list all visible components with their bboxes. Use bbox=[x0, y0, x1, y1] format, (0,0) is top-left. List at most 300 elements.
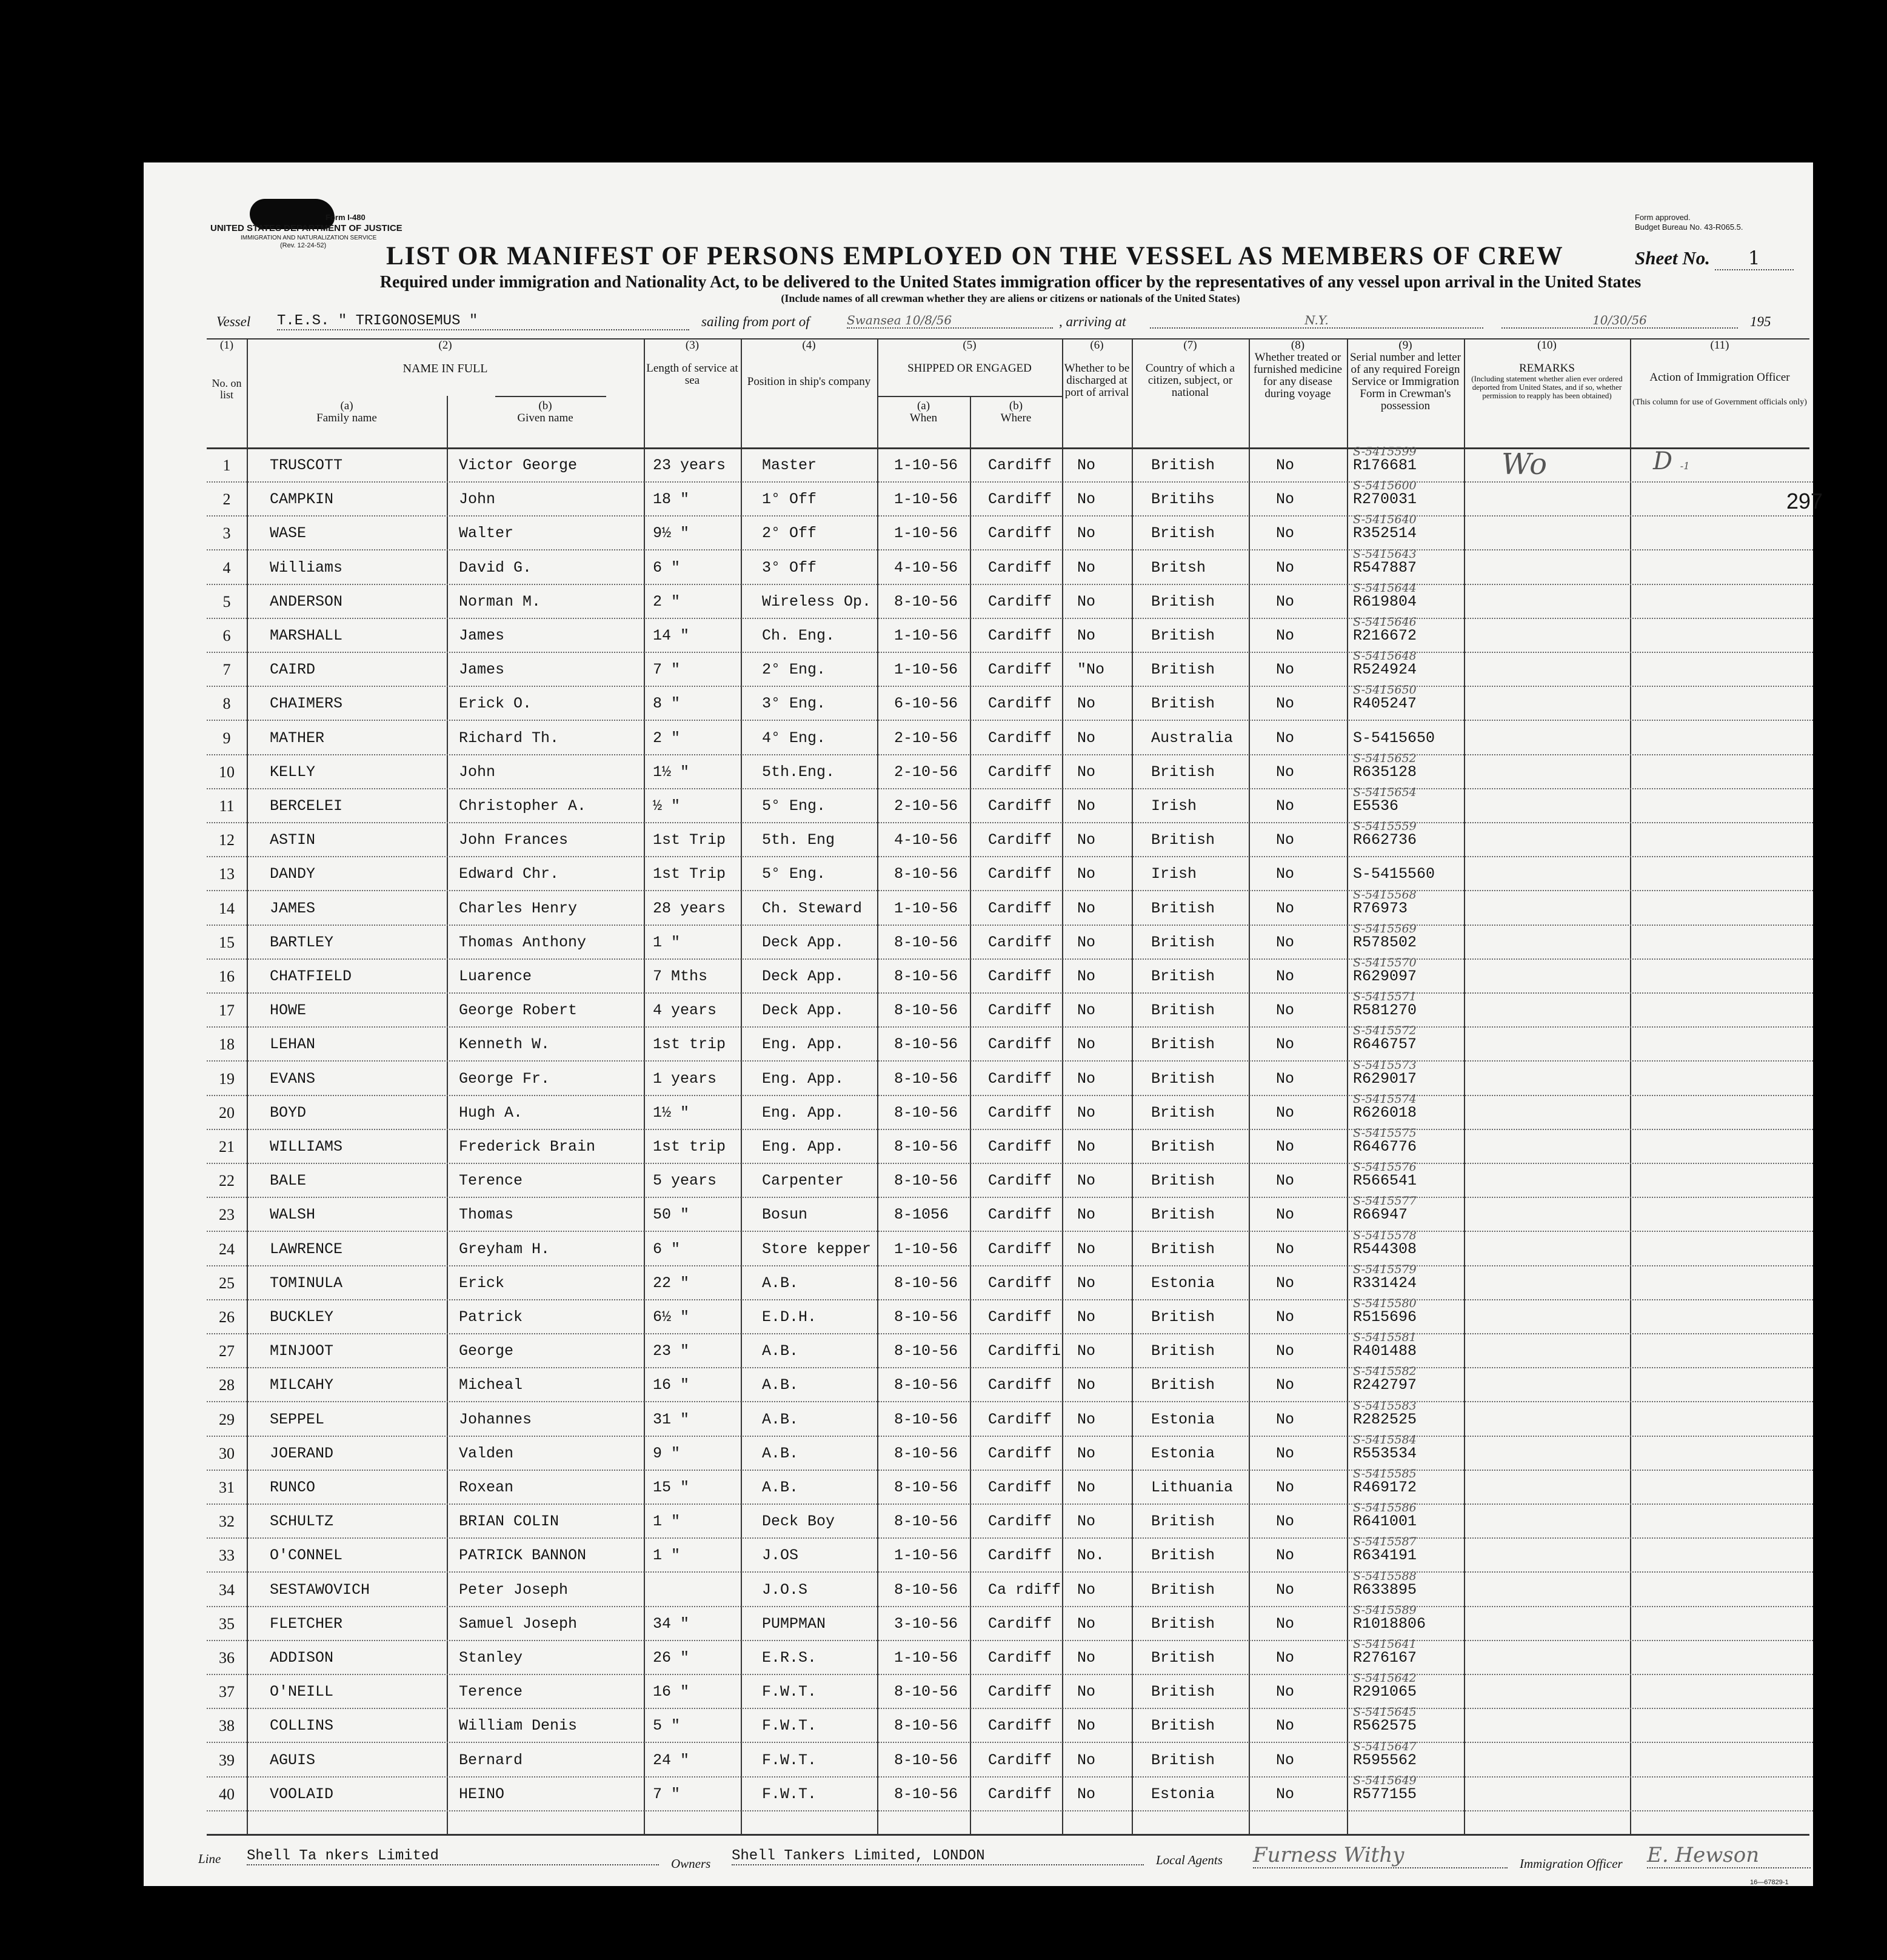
vessel-label: Vessel bbox=[216, 314, 251, 329]
colnum-2: (2) bbox=[438, 339, 452, 352]
serial-handwritten: S-5415599 bbox=[1353, 445, 1417, 458]
discharged: No bbox=[1077, 865, 1096, 883]
position: E.D.H. bbox=[762, 1308, 817, 1326]
shipped-when: 1-10-56 bbox=[894, 661, 958, 679]
length-of-service: 28 years bbox=[653, 899, 726, 917]
family-name: MINJOOT bbox=[270, 1342, 334, 1360]
colnum-3: (3) bbox=[685, 339, 700, 352]
crew-row bbox=[144, 649, 1813, 687]
page-title: LIST OR MANIFEST OF PERSONS EMPLOYED ON THE VESSEL AS MEMBERS OF CREW bbox=[386, 242, 1564, 270]
given-name: Greyham H. bbox=[459, 1240, 550, 1258]
family-name: ADDISON bbox=[270, 1649, 334, 1667]
crew-row bbox=[144, 1365, 1813, 1402]
length-of-service: 1 " bbox=[653, 933, 681, 951]
row-number: 21 bbox=[219, 1138, 235, 1156]
discharged: No bbox=[1077, 729, 1096, 747]
year-label: 195 bbox=[1750, 314, 1771, 329]
shipped-where: Cardiff bbox=[988, 797, 1052, 815]
shipped-where: Cardiff bbox=[988, 490, 1052, 509]
shipped-where: Cardiff bbox=[988, 1479, 1052, 1496]
serial-number: E5536 bbox=[1353, 797, 1399, 815]
row-number: 34 bbox=[219, 1580, 235, 1599]
crew-row bbox=[144, 1637, 1813, 1675]
length-of-service: 34 " bbox=[653, 1614, 690, 1633]
length-of-service: 1½ " bbox=[653, 763, 690, 781]
given-name: Richard Th. bbox=[459, 729, 559, 747]
serial-handwritten: S-5415640 bbox=[1353, 513, 1417, 527]
position: Deck App. bbox=[762, 968, 844, 985]
position: F.W.T. bbox=[762, 1683, 817, 1701]
given-name: Stanley bbox=[459, 1649, 523, 1667]
shipped-when: 8-10-56 bbox=[894, 1479, 958, 1496]
position: J.O.S bbox=[762, 1580, 808, 1599]
given-name: David G. bbox=[459, 558, 532, 577]
row-number: 8 bbox=[222, 695, 231, 713]
given-name: Valden bbox=[459, 1444, 514, 1462]
shipped-where: Cardiff bbox=[988, 1547, 1052, 1565]
position: Deck App. bbox=[762, 933, 844, 951]
given-name: Erick bbox=[459, 1274, 505, 1292]
col-list-number: No. on list bbox=[212, 377, 242, 401]
position: 3° Eng. bbox=[762, 695, 826, 713]
family-name: JOERAND bbox=[270, 1444, 334, 1462]
crew-row bbox=[144, 1194, 1813, 1232]
position: Master bbox=[762, 457, 817, 474]
country: British bbox=[1151, 695, 1215, 713]
treated: No bbox=[1276, 1035, 1295, 1054]
given-name: Edward Chr. bbox=[459, 865, 559, 883]
family-name: RUNCO bbox=[270, 1479, 316, 1496]
serial-handwritten: S-5415583 bbox=[1353, 1399, 1417, 1413]
position: A.B. bbox=[762, 1376, 799, 1394]
crew-row bbox=[144, 683, 1813, 721]
serial-number: R1018806 bbox=[1353, 1614, 1426, 1633]
serial-handwritten: S-5415584 bbox=[1353, 1433, 1417, 1447]
length-of-service: 14 " bbox=[653, 627, 690, 644]
treated: No bbox=[1276, 661, 1295, 679]
given-name: Walter bbox=[459, 524, 514, 543]
discharged: No bbox=[1077, 1444, 1096, 1462]
family-name: VOOLAID bbox=[270, 1785, 334, 1803]
discharged: No bbox=[1077, 524, 1096, 543]
country: British bbox=[1151, 1751, 1215, 1769]
discharged: No bbox=[1077, 592, 1096, 610]
given-name: Bernard bbox=[459, 1751, 523, 1769]
department-name: UNITED STATES DEPARTMENT OF JUSTICE bbox=[210, 223, 402, 233]
treated: No bbox=[1276, 1649, 1295, 1667]
footer bbox=[198, 1843, 1811, 1878]
discharged: No bbox=[1077, 1751, 1096, 1769]
shipped-when: 1-10-56 bbox=[894, 524, 958, 543]
serial-handwritten: S-5415588 bbox=[1353, 1569, 1417, 1583]
family-name: BERCELEI bbox=[270, 797, 343, 815]
length-of-service: 1st Trip bbox=[653, 831, 726, 849]
discharged: "No bbox=[1077, 661, 1105, 679]
family-name: CAIRD bbox=[270, 661, 316, 679]
shipped-when: 1-10-56 bbox=[894, 899, 958, 917]
colnum-7: (7) bbox=[1183, 339, 1197, 352]
row-number: 9 bbox=[222, 729, 231, 747]
position: Carpenter bbox=[762, 1172, 844, 1190]
crew-row bbox=[144, 1569, 1813, 1607]
family-name: BOYD bbox=[270, 1103, 307, 1122]
position: Deck Boy bbox=[762, 1513, 835, 1531]
serial-number: R581270 bbox=[1353, 1002, 1417, 1020]
position: F.W.T. bbox=[762, 1785, 817, 1803]
country: Estonia bbox=[1151, 1444, 1215, 1462]
row-number: 36 bbox=[219, 1649, 235, 1667]
given-name: Johannes bbox=[459, 1410, 532, 1428]
given-name: HEINO bbox=[459, 1785, 505, 1803]
colnum-10: (10) bbox=[1537, 339, 1557, 352]
serial-number: R76973 bbox=[1353, 899, 1408, 917]
col-country: Country of which a citizen, subject, or national bbox=[1145, 362, 1235, 399]
discharged: No bbox=[1077, 933, 1096, 951]
family-name: WASE bbox=[270, 524, 307, 543]
length-of-service: 7 " bbox=[653, 1785, 681, 1803]
shipped-when: 8-10-56 bbox=[894, 1172, 958, 1190]
serial-number: S-5415650 bbox=[1353, 729, 1435, 747]
family-name: WILLIAMS bbox=[270, 1138, 343, 1156]
crew-row bbox=[144, 1058, 1813, 1096]
shipped-where: Cardiff bbox=[988, 1138, 1052, 1156]
given-name: Roxean bbox=[459, 1479, 514, 1496]
crew-row bbox=[144, 857, 1813, 891]
treated: No bbox=[1276, 831, 1295, 849]
shipped-when: 8-10-56 bbox=[894, 1513, 958, 1531]
serial-number: R646776 bbox=[1353, 1138, 1417, 1156]
crew-row bbox=[144, 479, 1813, 517]
row-number: 18 bbox=[219, 1035, 235, 1054]
family-name: COLLINS bbox=[270, 1717, 334, 1735]
colnum-4: (4) bbox=[802, 339, 816, 352]
serial-handwritten: S-5415644 bbox=[1353, 581, 1417, 595]
serial-handwritten: S-5415587 bbox=[1353, 1535, 1417, 1549]
given-name: George Fr. bbox=[459, 1069, 550, 1088]
serial-handwritten: S-5415574 bbox=[1353, 1092, 1417, 1106]
serial-handwritten: S-5415654 bbox=[1353, 786, 1417, 799]
treated: No bbox=[1276, 1547, 1295, 1565]
treated: No bbox=[1276, 558, 1295, 577]
remarks-mark: Wo bbox=[1501, 447, 1547, 481]
treated: No bbox=[1276, 1614, 1295, 1633]
crew-row bbox=[144, 1535, 1813, 1573]
family-name: LEHAN bbox=[270, 1035, 316, 1054]
crew-row bbox=[144, 1024, 1813, 1062]
row-number: 20 bbox=[219, 1103, 235, 1122]
row-number: 26 bbox=[219, 1308, 235, 1326]
shipped-where: Cardiff bbox=[988, 1376, 1052, 1394]
serial-handwritten: S-5415570 bbox=[1353, 956, 1417, 969]
length-of-service: 6 " bbox=[653, 1240, 681, 1258]
position: 5th.Eng. bbox=[762, 763, 835, 781]
col-given-name-label: Given name bbox=[517, 412, 573, 424]
family-name: O'NEILL bbox=[270, 1683, 334, 1701]
shipped-when: 4-10-56 bbox=[894, 558, 958, 577]
discharged: No bbox=[1077, 1138, 1096, 1156]
officer-mark bbox=[1653, 447, 1689, 475]
serial-number: R401488 bbox=[1353, 1342, 1417, 1360]
treated: No bbox=[1276, 490, 1295, 509]
country: British bbox=[1151, 1580, 1215, 1599]
serial-number: R633895 bbox=[1353, 1580, 1417, 1599]
treated: No bbox=[1276, 1580, 1295, 1599]
country: British bbox=[1151, 1308, 1215, 1326]
treated: No bbox=[1276, 1138, 1295, 1156]
family-name: SCHULTZ bbox=[270, 1513, 334, 1531]
sheet-number bbox=[1635, 247, 1794, 270]
serial-handwritten: S-5415647 bbox=[1353, 1739, 1417, 1753]
serial-number: R524924 bbox=[1353, 661, 1417, 679]
serial-handwritten: S-5415641 bbox=[1353, 1637, 1417, 1651]
treated: No bbox=[1276, 763, 1295, 781]
country: Estonia bbox=[1151, 1785, 1215, 1803]
discharged: No bbox=[1077, 1683, 1096, 1701]
col-name-in-full: NAME IN FULL bbox=[402, 362, 488, 375]
discharged: No bbox=[1077, 1069, 1096, 1088]
row-number: 13 bbox=[219, 865, 235, 883]
shipped-when: 1-10-56 bbox=[894, 490, 958, 509]
country: British bbox=[1151, 1172, 1215, 1190]
crew-row bbox=[144, 721, 1813, 755]
shipped-where: Cardiff bbox=[988, 1614, 1052, 1633]
serial-handwritten: S-5415573 bbox=[1353, 1058, 1417, 1072]
col-shipped-where bbox=[970, 400, 1062, 424]
col-action: Action of Immigration Officer bbox=[1649, 371, 1790, 384]
shipped-where: Cardiff bbox=[988, 1069, 1052, 1088]
shipped-where: Cardiff bbox=[988, 1649, 1052, 1667]
discharged: No bbox=[1077, 1785, 1096, 1803]
row-number: 2 bbox=[222, 490, 231, 509]
given-name: Micheal bbox=[459, 1376, 523, 1394]
shipped-where: Cardiff bbox=[988, 695, 1052, 713]
discharged: No bbox=[1077, 1614, 1096, 1633]
position: 3° Off bbox=[762, 558, 817, 577]
crew-row bbox=[144, 1671, 1813, 1709]
position: A.B. bbox=[762, 1274, 799, 1292]
shipped-when: 8-1056 bbox=[894, 1206, 949, 1224]
shipped-where: Cardiff bbox=[988, 1717, 1052, 1735]
col-shipped-when bbox=[877, 400, 970, 424]
length-of-service: 1st Trip bbox=[653, 865, 726, 883]
shipped-where: Cardiff bbox=[988, 1240, 1052, 1258]
serial-handwritten: S-5415582 bbox=[1353, 1365, 1417, 1379]
arriving-label: , arriving at bbox=[1059, 314, 1126, 329]
row-separator bbox=[207, 1810, 1813, 1811]
row-number: 22 bbox=[219, 1172, 235, 1190]
col-discharged: Whether to be discharged at port of arrival bbox=[1064, 362, 1130, 399]
shipped-where: Cardiff bbox=[988, 1206, 1052, 1224]
country: British bbox=[1151, 831, 1215, 849]
col-when-label: When bbox=[909, 412, 938, 424]
serial-number: R66947 bbox=[1353, 1206, 1408, 1224]
position: Store kepper bbox=[762, 1240, 872, 1258]
discharged: No bbox=[1077, 797, 1096, 815]
discharged: No bbox=[1077, 1376, 1096, 1394]
col-where-label: Where bbox=[1000, 412, 1032, 424]
shipped-when: 8-10-56 bbox=[894, 1410, 958, 1428]
colnum-1: (1) bbox=[219, 339, 234, 352]
serial-number: R634191 bbox=[1353, 1547, 1417, 1565]
serial-handwritten: S-5415652 bbox=[1353, 751, 1417, 765]
position: Ch. Steward bbox=[762, 899, 863, 917]
local-agents-label: Local Agents bbox=[1156, 1853, 1223, 1867]
country: British bbox=[1151, 457, 1215, 474]
table-bottom-rule bbox=[207, 1834, 1809, 1836]
shipped-where: Cardiff bbox=[988, 524, 1052, 543]
length-of-service: 23 years bbox=[653, 457, 726, 474]
given-name: Terence bbox=[459, 1172, 523, 1190]
crew-row bbox=[144, 1433, 1813, 1471]
line-value: Shell Ta nkers Limited bbox=[247, 1848, 659, 1865]
length-of-service: ½ " bbox=[653, 797, 681, 815]
crew-row bbox=[144, 921, 1813, 960]
shipped-where: Cardiff bbox=[988, 1002, 1052, 1020]
colnum-9: (9) bbox=[1398, 339, 1412, 352]
shipped-where: Cardiff bbox=[988, 592, 1052, 610]
treated: No bbox=[1276, 1376, 1295, 1394]
treated: No bbox=[1276, 592, 1295, 610]
country: British bbox=[1151, 1069, 1215, 1088]
row-number: 32 bbox=[219, 1513, 235, 1531]
serial-handwritten: S-5415585 bbox=[1353, 1467, 1417, 1480]
crew-row bbox=[144, 1126, 1813, 1164]
position: F.W.T. bbox=[762, 1751, 817, 1769]
treated: No bbox=[1276, 1785, 1295, 1803]
family-name: CHATFIELD bbox=[270, 968, 352, 985]
serial-number: R216672 bbox=[1353, 627, 1417, 644]
serial-number: R553534 bbox=[1353, 1444, 1417, 1462]
col-action-note: (This column for use of Government officials only) bbox=[1632, 398, 1807, 407]
discharged: No bbox=[1077, 1717, 1096, 1735]
position: Eng. App. bbox=[762, 1069, 844, 1088]
shipped-where: Cardiff bbox=[988, 1274, 1052, 1292]
name-col-divider-rule bbox=[495, 396, 606, 397]
serial-handwritten: S-5415649 bbox=[1353, 1773, 1417, 1787]
row-number: 33 bbox=[219, 1547, 235, 1565]
service-name: IMMIGRATION AND NATURALIZATION SERVICE bbox=[241, 235, 377, 241]
crew-row bbox=[144, 990, 1813, 1028]
given-name: Erick O. bbox=[459, 695, 532, 713]
col-family-name bbox=[247, 400, 447, 424]
shipped-where: Cardiff bbox=[988, 661, 1052, 679]
col-serial-number: Serial number and letter of any required Foreign Service or Immigration Form in Crewman's possession bbox=[1349, 351, 1461, 412]
discharged: No bbox=[1077, 1308, 1096, 1326]
length-of-service: 1 " bbox=[653, 1513, 681, 1531]
length-of-service: 23 " bbox=[653, 1342, 690, 1360]
serial-number: R331424 bbox=[1353, 1274, 1417, 1292]
position: PUMPMAN bbox=[762, 1614, 826, 1633]
crew-row bbox=[144, 786, 1813, 823]
shipped-where: Cardiff bbox=[988, 1751, 1052, 1769]
officer-mark-text: D bbox=[1653, 447, 1673, 475]
shipped-where: Cardiff bbox=[988, 729, 1052, 747]
col-remarks: REMARKS bbox=[1519, 362, 1575, 375]
country: Irish bbox=[1151, 865, 1197, 883]
crew-row bbox=[144, 1092, 1813, 1130]
given-name: James bbox=[459, 627, 505, 644]
country: Irish bbox=[1151, 797, 1197, 815]
country: British bbox=[1151, 1649, 1215, 1667]
serial-number: R352514 bbox=[1353, 524, 1417, 543]
shipped-where: Cardiff bbox=[988, 558, 1052, 577]
shipped-where: Cardiff bbox=[988, 1172, 1052, 1190]
shipped-when: 4-10-56 bbox=[894, 831, 958, 849]
serial-number: R646757 bbox=[1353, 1035, 1417, 1054]
country: British bbox=[1151, 1342, 1215, 1360]
discharged: No bbox=[1077, 1580, 1096, 1599]
row-number: 7 bbox=[222, 661, 231, 679]
shipped-when: 8-10-56 bbox=[894, 592, 958, 610]
country: Lithuania bbox=[1151, 1479, 1234, 1496]
discharged: No bbox=[1077, 968, 1096, 985]
serial-number: R626018 bbox=[1353, 1103, 1417, 1122]
length-of-service: 6 " bbox=[653, 558, 681, 577]
shipped-where: Cardiff bbox=[988, 1103, 1052, 1122]
crew-row bbox=[144, 1331, 1813, 1368]
serial-number: R469172 bbox=[1353, 1479, 1417, 1496]
position: E.R.S. bbox=[762, 1649, 817, 1667]
treated: No bbox=[1276, 1206, 1295, 1224]
serial-number: R641001 bbox=[1353, 1513, 1417, 1531]
shipped-where: Cardiff bbox=[988, 457, 1052, 474]
given-name: Christopher A. bbox=[459, 797, 587, 815]
length-of-service: 15 " bbox=[653, 1479, 690, 1496]
discharged: No bbox=[1077, 1479, 1096, 1496]
shipped-where: Cardiff bbox=[988, 1683, 1052, 1701]
col-family-name-letter: (a) bbox=[340, 400, 353, 412]
length-of-service: 5 " bbox=[653, 1717, 681, 1735]
length-of-service: 2 " bbox=[653, 592, 681, 610]
row-number: 15 bbox=[219, 933, 235, 951]
family-name: EVANS bbox=[270, 1069, 316, 1088]
country: British bbox=[1151, 627, 1215, 644]
row-number: 25 bbox=[219, 1274, 235, 1292]
treated: No bbox=[1276, 1683, 1295, 1701]
given-name: John Frances bbox=[459, 831, 569, 849]
serial-handwritten: S-5415577 bbox=[1353, 1194, 1417, 1208]
shipped-where: Cardiff bbox=[988, 1035, 1052, 1054]
serial-number: R176681 bbox=[1353, 457, 1417, 474]
row-number: 14 bbox=[219, 899, 235, 917]
treated: No bbox=[1276, 1308, 1295, 1326]
col-shipped-engaged: SHIPPED OR ENGAGED bbox=[907, 362, 1032, 375]
serial-handwritten: S-5415568 bbox=[1353, 888, 1417, 901]
given-name: PATRICK BANNON bbox=[459, 1547, 587, 1565]
length-of-service: 1 " bbox=[653, 1547, 681, 1565]
given-name: Kenneth W. bbox=[459, 1035, 550, 1054]
shipped-when: 8-10-56 bbox=[894, 1751, 958, 1769]
sheet-value: 1 bbox=[1715, 247, 1794, 270]
form-number: Form I-480 bbox=[326, 213, 366, 222]
colnum-5: (5) bbox=[963, 339, 977, 352]
given-name: Thomas bbox=[459, 1206, 514, 1224]
treated: No bbox=[1276, 1103, 1295, 1122]
length-of-service: 26 " bbox=[653, 1649, 690, 1667]
vessel-name: T.E.S. " TRIGONOSEMUS " bbox=[277, 313, 689, 330]
form-approved: Form approved. bbox=[1635, 213, 1691, 222]
arriving-port: N.Y. bbox=[1150, 313, 1483, 329]
country: British bbox=[1151, 1717, 1215, 1735]
row-number: 4 bbox=[222, 558, 231, 577]
shipped-when: 1-10-56 bbox=[894, 1240, 958, 1258]
vessel-line bbox=[216, 314, 1811, 335]
crew-row bbox=[144, 1705, 1813, 1743]
length-of-service: 16 " bbox=[653, 1376, 690, 1394]
given-name: William Denis bbox=[459, 1717, 578, 1735]
position: A.B. bbox=[762, 1444, 799, 1462]
manifest-sheet bbox=[144, 162, 1823, 1886]
